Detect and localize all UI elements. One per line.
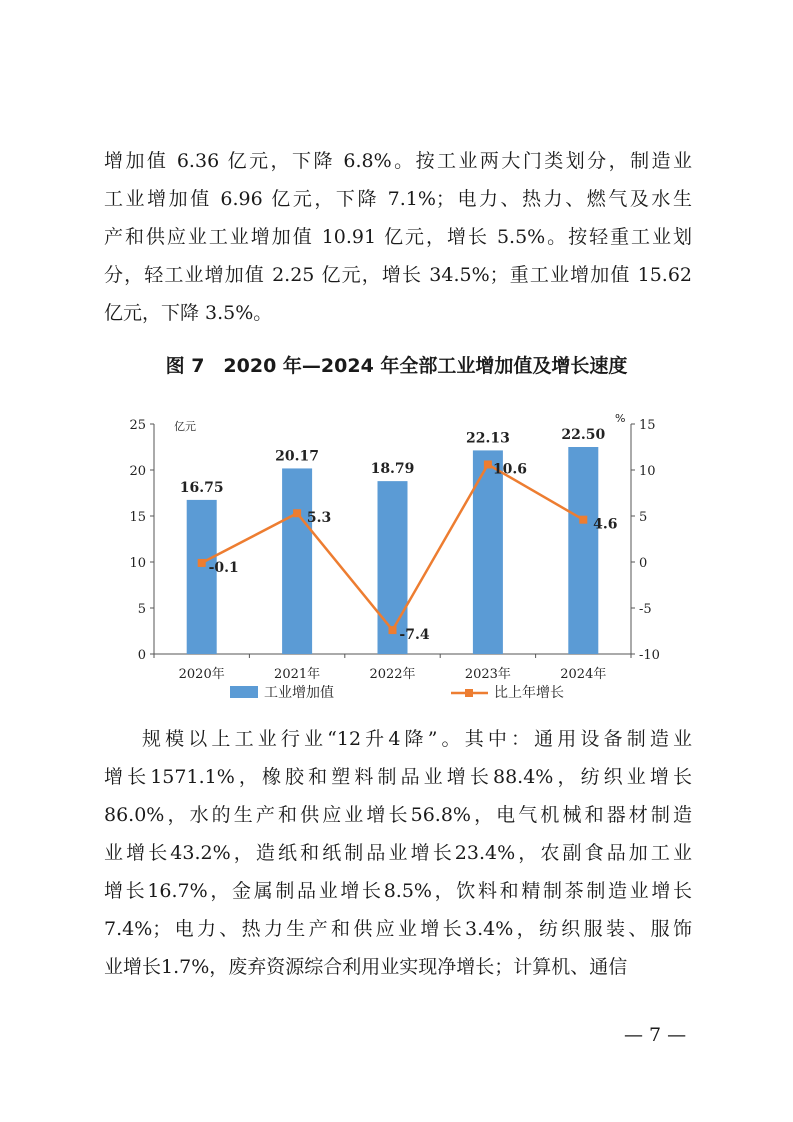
x-tick-label: 2021年 xyxy=(274,667,321,682)
left-tick-label: 25 xyxy=(129,418,146,433)
legend-bar-swatch xyxy=(230,686,258,698)
bar-value-label: 18.79 xyxy=(370,461,415,478)
text-line: 规模以上工业行业“12升4降”。其中：通用设备制造业 xyxy=(142,728,692,750)
bar-value-label: 22.50 xyxy=(561,427,606,443)
text-line: 业增长43.2%，造纸和纸制品业增长23.4%，农副食品加工业 xyxy=(104,842,692,864)
legend-line-marker xyxy=(465,689,473,697)
text-line: 分，轻工业增加值 2.25 亿元，增长 34.5%；重工业增加值 15.62 xyxy=(104,264,692,286)
text-line: 产和供应业工业增加值 10.91 亿元，增长 5.5%。按轻重工业划 xyxy=(104,226,692,248)
x-tick-label: 2023年 xyxy=(464,667,511,682)
left-tick-label: 5 xyxy=(137,602,146,617)
text-line: 工业增加值 6.96 亿元，下降 7.1%；电力、热力、燃气及水生 xyxy=(104,188,692,210)
left-tick-label: 10 xyxy=(129,556,146,571)
text-line: 增长1571.1%，橡胶和塑料制品业增长88.4%，纺织业增长 xyxy=(104,766,692,788)
right-tick-label: 10 xyxy=(639,464,656,479)
bar-value-label: 20.17 xyxy=(275,448,320,465)
right-tick-label: -10 xyxy=(639,648,660,663)
text-line: 7.4%；电力、热力生产和供应业增长3.4%，纺织服装、服饰 xyxy=(104,918,692,940)
text-line: 增长16.7%，金属制品业增长8.5%，饮料和精制茶制造业增长 xyxy=(104,880,692,902)
industrial-value-chart xyxy=(96,402,696,708)
growth-value-label: 4.6 xyxy=(593,516,618,533)
growth-point-2020年 xyxy=(198,559,206,567)
growth-point-2023年 xyxy=(484,460,492,468)
legend-bar-label: 工业增加值 xyxy=(264,685,334,701)
text-line: 增加值 6.36 亿元，下降 6.8%。按工业两大门类划分，制造业 xyxy=(104,150,692,172)
bar-2021年 xyxy=(282,468,312,654)
growth-point-2021年 xyxy=(293,509,301,517)
left-tick-label: 15 xyxy=(129,510,146,525)
legend-line-label: 比上年增长 xyxy=(494,685,564,701)
x-tick-label: 2022年 xyxy=(369,667,416,682)
growth-value-label: 10.6 xyxy=(492,461,527,478)
right-tick-label: -5 xyxy=(639,602,652,617)
text-line: 业增长1.7%，废弃资源综合利用业实现净增长；计算机、通信 xyxy=(104,956,628,978)
growth-value-label: 5.3 xyxy=(306,510,332,527)
x-tick-label: 2024年 xyxy=(560,667,607,682)
bar-value-label: 16.75 xyxy=(179,479,224,496)
right-tick-label: 0 xyxy=(639,556,648,571)
growth-point-2024年 xyxy=(579,516,587,524)
bar-value-label: 22.13 xyxy=(465,430,510,447)
bar-2024年 xyxy=(568,447,598,654)
growth-point-2022年 xyxy=(389,626,397,634)
text-line: 亿元，下降 3.5%。 xyxy=(104,302,273,324)
x-tick-label: 2020年 xyxy=(178,667,225,682)
growth-value-label: -7.4 xyxy=(399,627,430,644)
right-tick-label: 15 xyxy=(639,418,656,433)
text-line: 86.0%，水的生产和供应业增长56.8%，电气机械和器材制造 xyxy=(104,804,692,826)
page-number: — 7 — xyxy=(624,1024,687,1046)
right-axis-unit: % xyxy=(615,412,626,425)
figure-title: 图 7 2020 年—2024 年全部工业增加值及增长速度 xyxy=(165,355,628,377)
paragraph-industry-sectors xyxy=(104,720,692,986)
growth-value-label: -0.1 xyxy=(208,559,239,576)
left-axis-unit: 亿元 xyxy=(174,420,196,433)
right-tick-label: 5 xyxy=(639,510,648,525)
left-tick-label: 0 xyxy=(137,648,146,663)
paragraph-industrial-value xyxy=(104,142,692,332)
left-tick-label: 20 xyxy=(129,464,146,479)
bar-2020年 xyxy=(187,500,217,654)
